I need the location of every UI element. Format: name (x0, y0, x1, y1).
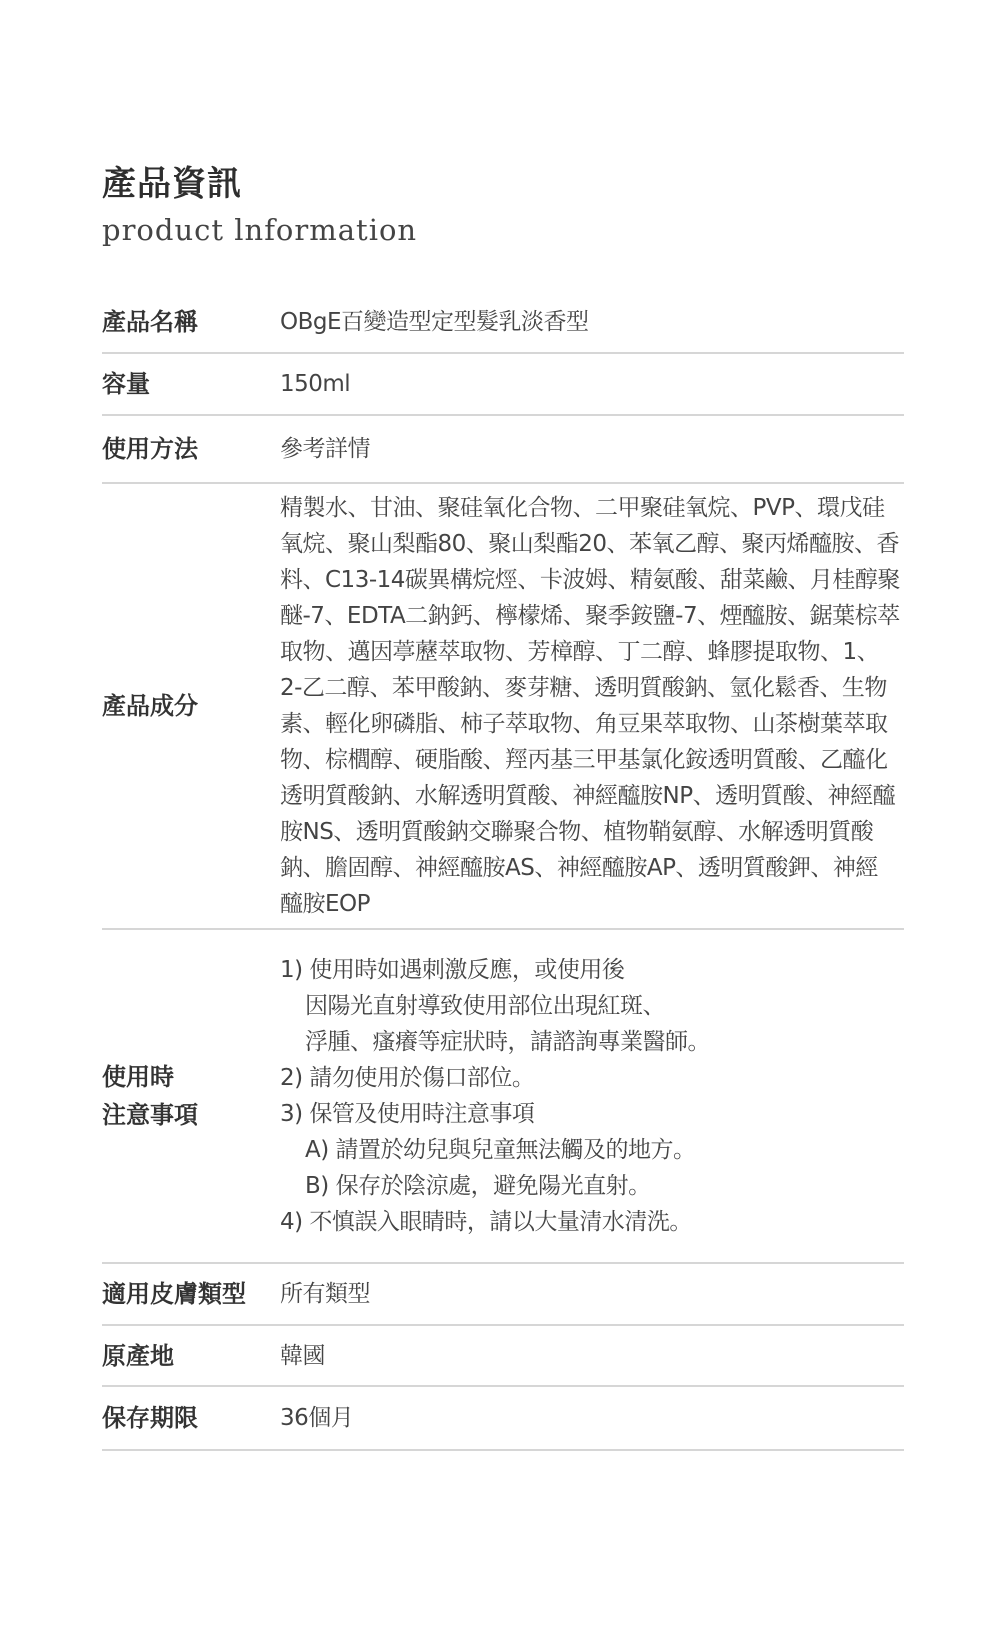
product-name-label: 產品名稱 (102, 308, 198, 336)
ingredients-label: 產品成分 (102, 692, 198, 720)
caution-label (102, 1058, 280, 1134)
section-header (102, 162, 417, 250)
row-caution (102, 930, 904, 1264)
row-shelf-life (102, 1387, 904, 1451)
caution-line: 2) 請勿使用於傷口部位。 (280, 1065, 535, 1091)
page-subtitle: product lnformation (102, 213, 418, 247)
row-skin-type (102, 1264, 904, 1326)
skin-type-label: 適用皮膚類型 (102, 1280, 246, 1308)
caution-line: B) 保存於陰涼處，避免陽光直射。 (305, 1173, 651, 1199)
volume-value: 150ml (280, 371, 351, 397)
caution-label-line2: 注意事項 (102, 1101, 198, 1129)
product-name-value: OBgE百變造型定型髮乳淡香型 (280, 309, 589, 335)
product-info-table (102, 292, 904, 1451)
row-origin (102, 1326, 904, 1387)
caution-line: 浮腫、瘙癢等症狀時，請諮詢專業醫師。 (305, 1029, 710, 1055)
volume-label: 容量 (102, 370, 150, 398)
origin-value: 韓國 (280, 1342, 325, 1369)
shelf-life-value: 36個月 (280, 1405, 354, 1431)
origin-label: 原產地 (102, 1341, 174, 1370)
page-title: 產品資訊 (102, 164, 242, 204)
row-product-name (102, 292, 904, 354)
skin-type-value: 所有類型 (280, 1281, 370, 1307)
shelf-life-label: 保存期限 (102, 1404, 198, 1432)
row-ingredients (102, 484, 904, 930)
caution-line: 1) 使用時如遇刺激反應，或使用後 (280, 957, 625, 983)
caution-label-line1: 使用時 (102, 1063, 174, 1091)
row-usage (102, 416, 904, 484)
ingredients-value: 精製水、甘油、聚硅氧化合物、二甲聚硅氧烷、PVP、環戊硅氧烷、聚山梨酯80、聚山梨酯20、苯氧乙醇、聚丙烯醯胺、香料、C13-14碳異構烷烴、卡波姆、精氨酸、甜菜鹼、月桂醇聚醚-7、EDTA二鈉鈣、檸檬烯、聚季銨鹽-7、煙醯胺、鋸葉棕萃取物、邁因葶藶萃取物、芳樟醇、丁二醇、蜂膠提取物、1、2-乙二醇、苯甲酸鈉、麥芽糖、透明質酸鈉、氫化鬆香、生物素、輕化卵磷脂、柿子萃取物、角豆果萃取物、山茶樹葉萃取物、棕櫚醇、硬脂酸、羥丙基三甲基氯化銨透明質酸、乙醯化透明質酸鈉、水解透明質酸、神經醯胺NP、透明質酸、神經醯胺NS、透明質酸鈉交聯聚合物、植物鞘氨醇、水解透明質酸鈉、膽固醇、神經醯胺AS、神經醯胺AP、透明質酸鉀、神經醯胺EOP (280, 495, 900, 917)
caution-line: A) 請置於幼兒與兒童無法觸及的地方。 (305, 1137, 696, 1163)
caution-line: 4) 不慎誤入眼睛時，請以大量清水清洗。 (280, 1209, 692, 1235)
usage-label: 使用方法 (102, 435, 198, 463)
caution-value (280, 952, 904, 1240)
caution-line: 因陽光直射導致使用部位出現紅斑、 (305, 993, 665, 1019)
caution-line: 3) 保管及使用時注意事項 (280, 1101, 535, 1127)
usage-value: 參考詳情 (280, 436, 370, 462)
row-volume (102, 354, 904, 416)
